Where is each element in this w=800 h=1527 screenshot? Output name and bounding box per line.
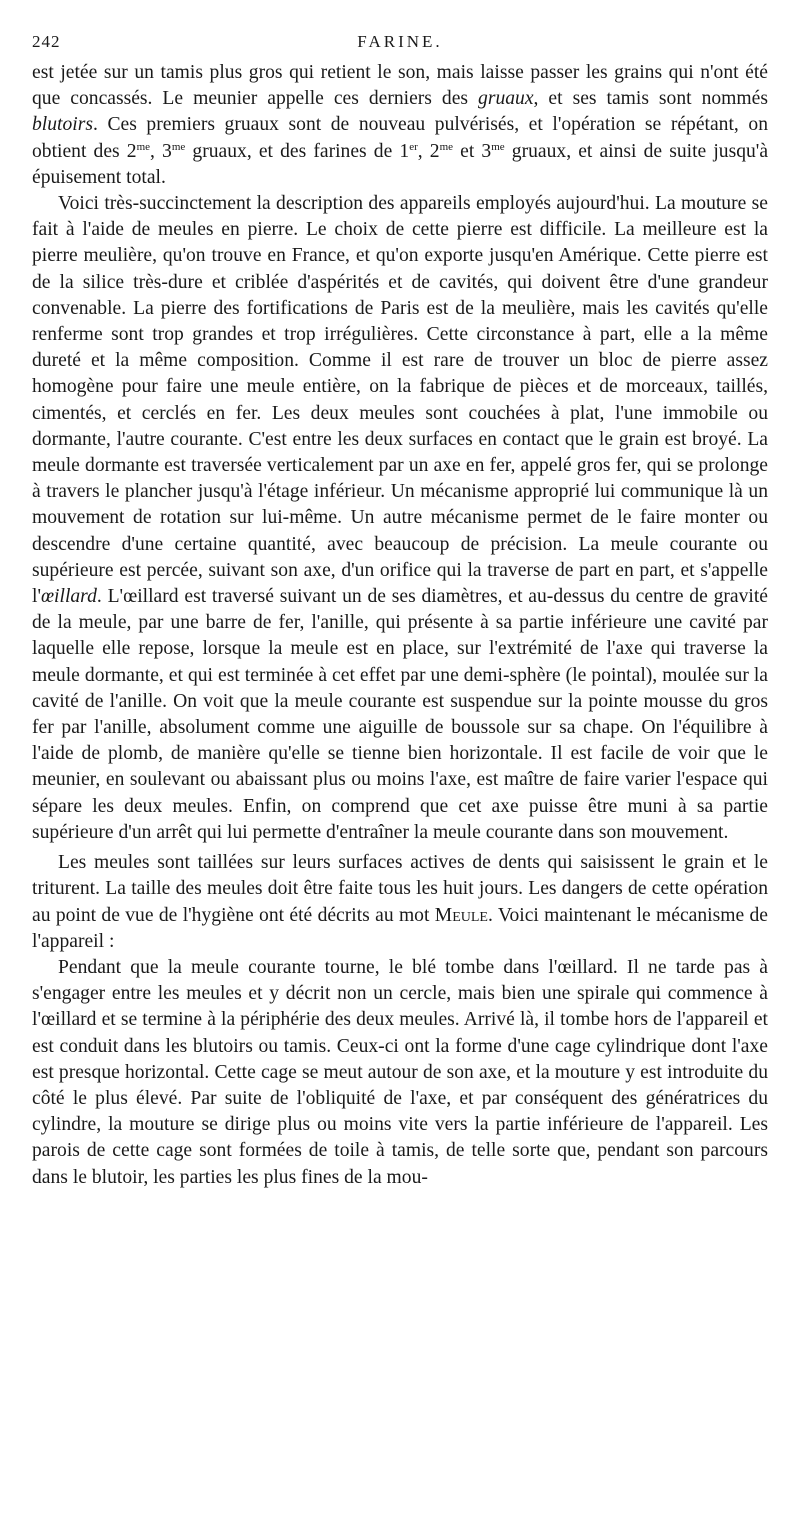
body-text: [32, 60, 768, 1191]
text-run: . Voici maintenant le mécanisme de l'appareil :: [32, 904, 768, 952]
text-run: est jetée sur un tamis plus gros qui retient le son, mais laisse passer les grains qui n'ont été que concassés. Le meunier appelle ces derniers des: [32, 62, 768, 110]
small-caps-term: Meule: [434, 904, 488, 926]
text-run: . L'œillard est traversé suivant un de ses diamètres, et au-dessus du centre de gravité de la meule, par une barre de fer, l'anille, qui présente à sa partie inférieure une cavité par laquelle elle repose, lorsque la meule est en place, sur l'extrémité de l'axe qui traverse la meule dormante, et qui est terminée à cet effet par une demi-sphère (le pointal), moulée sur la cavité de l'anille. On voit que la meule courante est suspendue sur la pointe mousse du gros fer par l'anille, absolument comme une aiguille de boussole sur sa chape. On l'équilibre à l'aide de plomb, de manière qu'elle se tienne bien horizontale. Il est facile de voir que le meunier, en soulevant ou abaissant plus ou moins l'axe, est maître de faire varier l'espace qui sépare les deux meules. Enfin, on comprend que cet axe puisse être muni à sa partie supérieure d'un arrêt qui lui permette d'entraîner la meule courante dans son mouvement.: [32, 586, 768, 843]
paragraph-1: [32, 60, 768, 191]
running-title: FARINE.: [357, 32, 443, 51]
text-run: , 3: [150, 140, 172, 162]
text-run: Pendant que la meule courante tourne, le blé tombe dans l'œillard. Il ne tarde pas à s'engager entre les meules et y décrit non un cercle, mais bien une spirale qui commence à l'œillard et se termine à la périphérie des deux meules. Arrivé là, il tombe hors de l'appareil et est conduit dans les blutoirs ou tamis. Ceux-ci ont la forme d'une cage cylindrique dont l'axe est presque horizontal. Cette cage se meut autour de son axe, et la mouture y est introduite du côté le plus élevé. Par suite de l'obliquité de l'axe, et par conséquent des génératrices du cylindre, la mouture se dirige plus ou moins vite vers la partie inférieure de l'appareil. Les parois de cette cage sont formées de toile à tamis, de telle sorte que, pendant son parcours dans le blutoir, les parties les plus fines de la mou-: [32, 956, 768, 1188]
text-run: et 3: [453, 140, 492, 162]
text-run: , et ses tamis sont nommés: [533, 88, 768, 110]
italic-term: gruaux: [478, 88, 534, 110]
text-run: gruaux, et ainsi de suite jusqu'à épuisement total.: [32, 140, 769, 188]
paragraph-4: [32, 955, 768, 1191]
ordinal-superscript: me: [171, 140, 186, 153]
text-run: , 2: [417, 140, 440, 162]
ordinal-superscript: me: [439, 140, 454, 153]
text-run: gruaux, et des farines de 1: [185, 140, 410, 162]
document-page: [32, 28, 768, 1191]
italic-term: blutoirs: [32, 114, 93, 136]
paragraph-3: [32, 850, 768, 955]
text-run: Les meules sont taillées sur leurs surfaces actives de dents qui saisissent le grain et le triturent. La taille des meules doit être faite tous les huit jours. Les dangers de cette opération au point de vue de l'hygiène ont été décrits au mot: [32, 852, 768, 926]
text-run: . Ces premiers gruaux sont de nouveau pulvérisés, et l'opération se répétant, on obtient des 2: [32, 114, 768, 162]
page-number: 242: [32, 32, 61, 51]
running-header: [32, 28, 768, 60]
ordinal-superscript: me: [136, 140, 151, 153]
ordinal-superscript: er: [409, 140, 418, 153]
italic-term: œillard: [40, 586, 97, 608]
text-run: Voici très-succinctement la description des appareils employés aujourd'hui. La mouture se fait à l'aide de meules en pierre. Le choix de cette pierre est difficile. La meilleure est la pierre meulière, qu'on trouve en France, et qu'on exporte jusqu'en Amérique. Cette pierre est de la silice très-dure et criblée d'aspérités et de cavités, qui doivent être d'une grandeur convenable. La pierre des fortifications de Paris est de la meulière, mais les cavités qu'elle renferme sont trop grandes et trop irrégulières. Cette circonstance à part, elle a la même dureté et la même composition. Comme il est rare de trouver un bloc de pierre assez homogène pour faire une meule entière, on la fabrique de pièces et de morceaux, taillés, cimentés, et cerclés en fer. Les deux meules sont couchées à plat, l'une immobile ou dormante, l'autre courante. C'est entre les deux surfaces en contact que le grain est broyé. La meule dormante est traversée verticalement par un axe en fer, appelé gros fer, qui se prolonge à travers le plancher jusqu'à l'étage inférieur. Un mécanisme approprié lui communique là un mouvement de rotation sur lui-même. Un autre mécanisme permet de le faire monter ou descendre d'une certaine quantité, avec beaucoup de précision. La meule courante ou supérieure est percée, suivant son axe, d'un orifice qui la traverse de part en part, et s'appelle l': [32, 193, 768, 608]
paragraph-2: [32, 191, 768, 846]
ordinal-superscript: me: [491, 140, 505, 153]
